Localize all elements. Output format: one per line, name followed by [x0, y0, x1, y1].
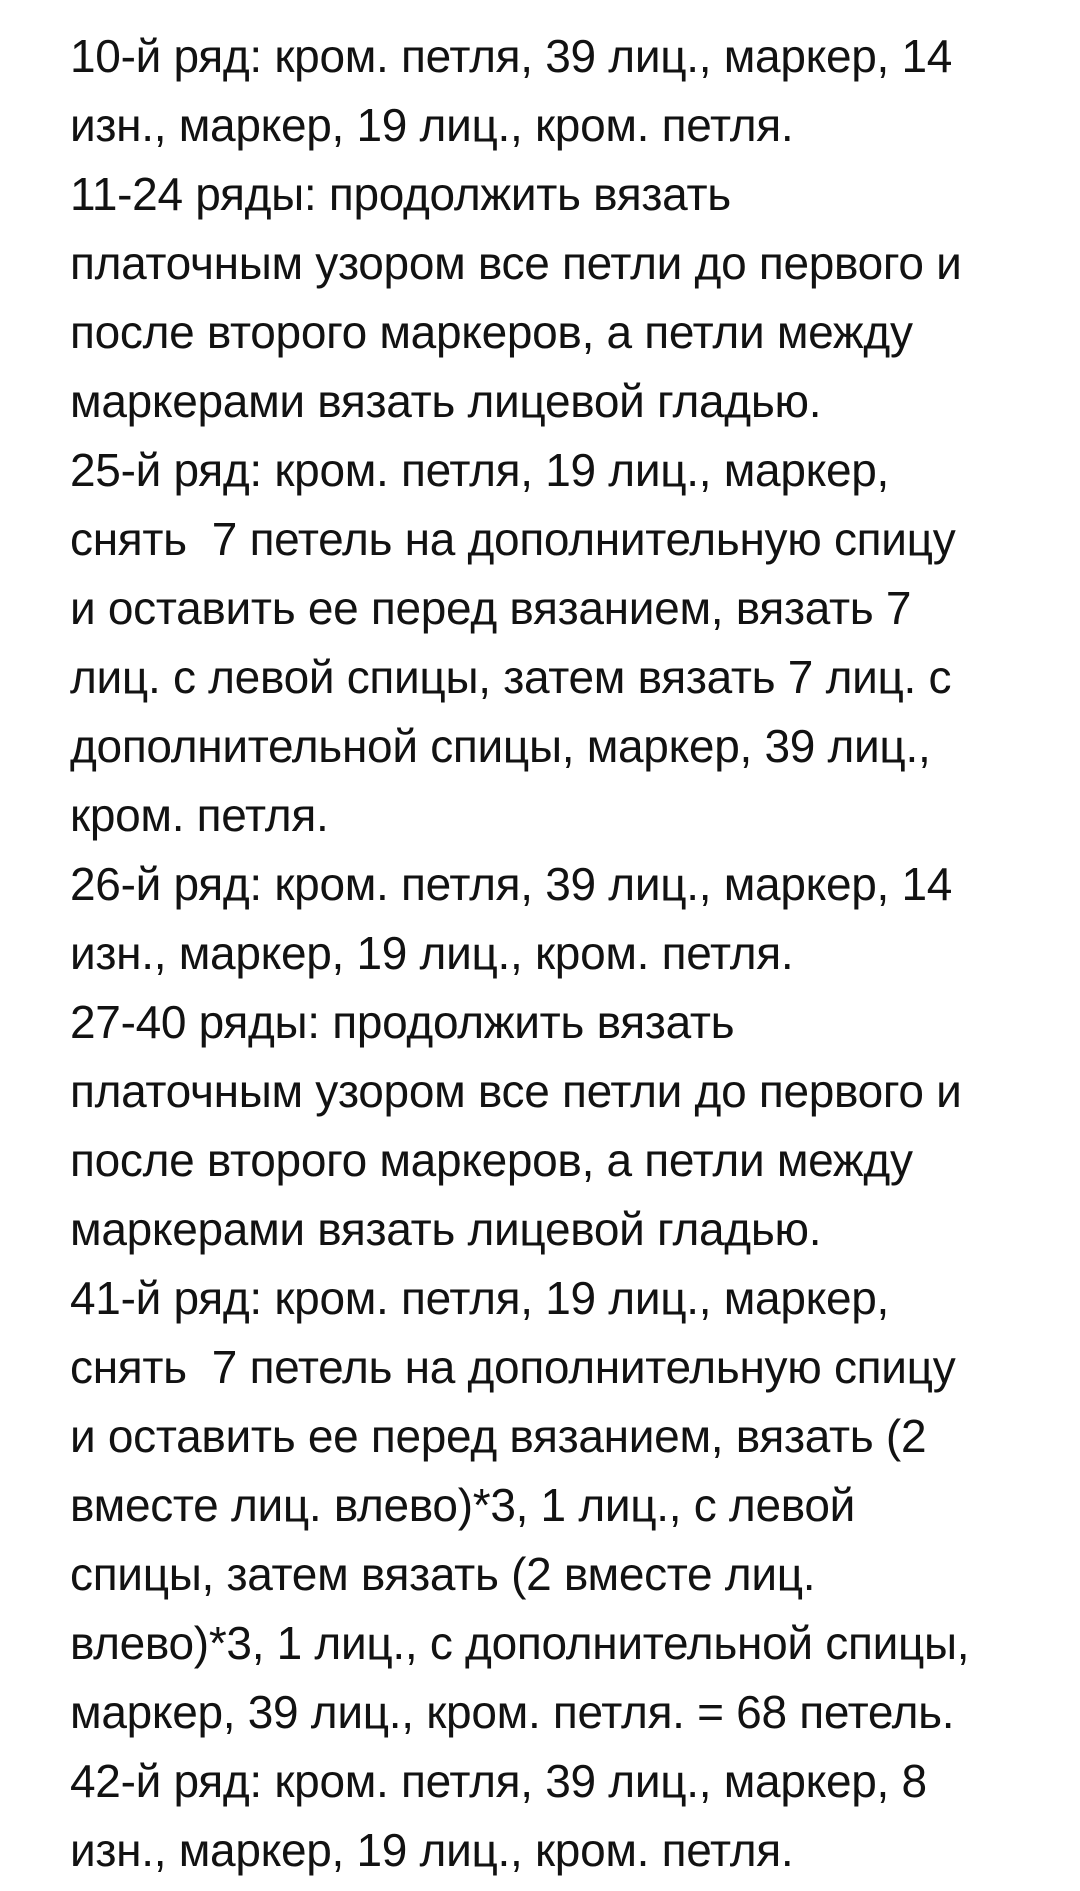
text-line: 25-й ряд: кром. петля, 19 лиц., маркер, [70, 444, 889, 496]
text-line: после второго маркеров, а петли между [70, 1134, 913, 1186]
text-line: маркерами вязать лицевой гладью. [70, 1203, 822, 1255]
text-line: 11-24 ряды: продолжить вязать [70, 168, 731, 220]
text-line: платочным узором все петли до первого и [70, 1065, 962, 1117]
text-line: 26-й ряд: кром. петля, 39 лиц., маркер, 14 [70, 858, 953, 910]
text-line: маркер, 39 лиц., кром. петля. = 68 петель. [70, 1686, 955, 1738]
text-line: снять 7 петель на дополнительную спицу [70, 513, 956, 565]
text-line: и оставить ее перед вязанием, вязать 7 [70, 582, 912, 634]
text-line: изн., маркер, 19 лиц., кром. петля. [70, 99, 794, 151]
text-line: спицы, затем вязать (2 вместе лиц. [70, 1548, 816, 1600]
text-line: после второго маркеров, а петли между [70, 306, 913, 358]
text-line: влево)*3, 1 лиц., с дополнительной спицы, [70, 1617, 970, 1669]
text-line: снять 7 петель на дополнительную спицу [70, 1341, 956, 1393]
text-line: 10-й ряд: кром. петля, 39 лиц., маркер, 14 [70, 30, 953, 82]
text-line: кром. петля. [70, 789, 329, 841]
text-line: 42-й ряд: кром. петля, 39 лиц., маркер, 8 [70, 1755, 927, 1807]
text-line: дополнительной спицы, маркер, 39 лиц., [70, 720, 931, 772]
text-line: платочным узором все петли до первого и [70, 237, 962, 289]
text-line: 41-й ряд: кром. петля, 19 лиц., маркер, [70, 1272, 889, 1324]
text-line: и оставить ее перед вязанием, вязать (2 [70, 1410, 927, 1462]
text-line: 27-40 ряды: продолжить вязать [70, 996, 735, 1048]
text-line: лиц. с левой спицы, затем вязать 7 лиц. с [70, 651, 952, 703]
text-line: маркерами вязать лицевой гладью. [70, 375, 822, 427]
text-line: изн., маркер, 19 лиц., кром. петля. [70, 927, 794, 979]
text-line: изн., маркер, 19 лиц., кром. петля. [70, 1824, 794, 1876]
text-line: вместе лиц. влево)*3, 1 лиц., с левой [70, 1479, 856, 1531]
